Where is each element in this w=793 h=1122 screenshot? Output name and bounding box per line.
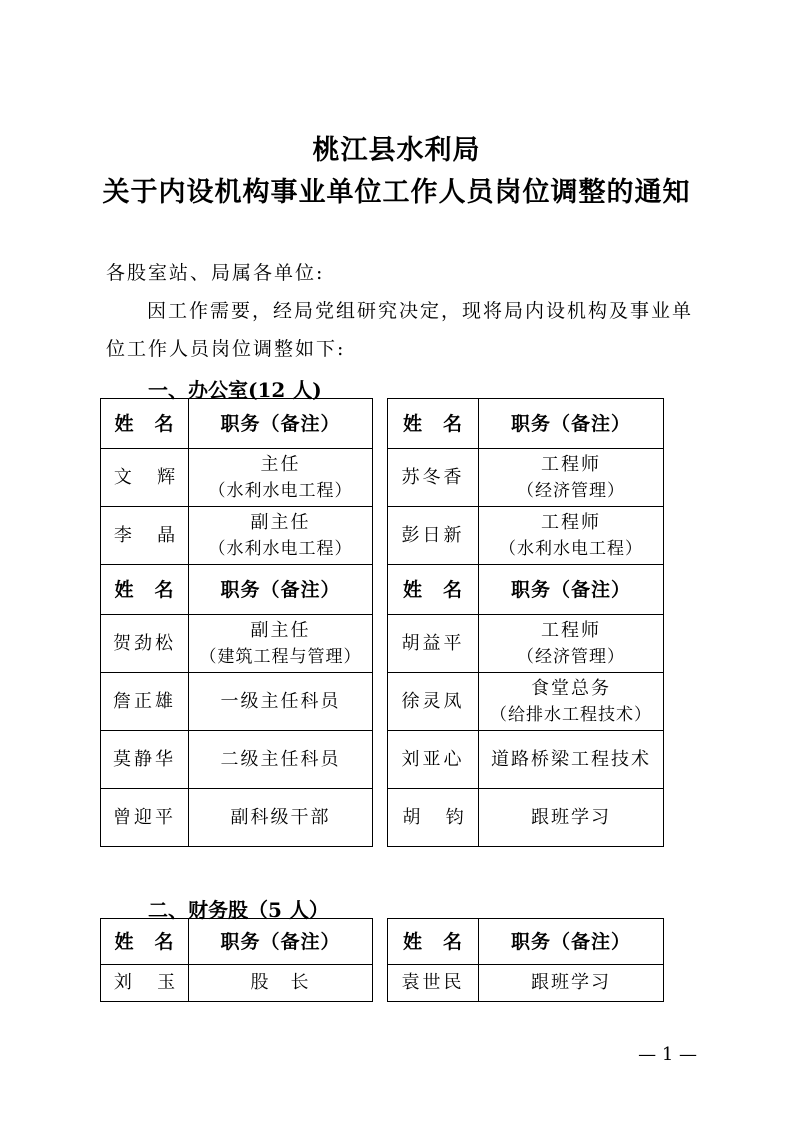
staff-name-text: 曾迎平 [113, 806, 176, 828]
header-name-text: 姓 名 [402, 578, 463, 601]
header-name-text: 姓 名 [402, 412, 463, 435]
salutation: 各股室站、局属各单位: [106, 262, 325, 284]
header-duty [189, 565, 373, 615]
staff-name-text: 彭日新 [401, 524, 465, 546]
header-name [101, 919, 189, 965]
header-duty [479, 919, 664, 965]
staff-name-text: 袁世民 [401, 972, 465, 993]
staff-name [388, 673, 479, 731]
table-header-row [101, 399, 664, 449]
duty-text: 副科级干部 [230, 806, 331, 828]
duty-text: 工程师 [541, 619, 601, 641]
staff-name-text: 詹正雄 [113, 690, 176, 712]
column-gap [373, 731, 388, 789]
header-name-text: 姓 名 [114, 412, 175, 435]
table-row [101, 507, 664, 565]
staff-name-text: 李晶 [113, 524, 201, 546]
staff-name-text: 文辉 [113, 466, 201, 488]
duty-note: （水利水电工程） [208, 480, 353, 501]
staff-duty [189, 789, 373, 847]
duty-text: 股 长 [250, 972, 311, 993]
staff-name [101, 449, 201, 507]
staff-name [388, 965, 479, 1002]
staff-duty [189, 673, 373, 731]
column-gap [373, 615, 388, 673]
duty-text: 道路桥梁工程技术 [491, 748, 651, 770]
header-name [388, 399, 479, 449]
table-row [101, 615, 664, 673]
duty-text: 工程师 [541, 511, 601, 533]
header-duty-text: 职务（备注） [510, 412, 631, 435]
duty-note: （水利水电工程） [208, 538, 353, 559]
staff-name [101, 673, 189, 731]
table-header-row [101, 565, 664, 615]
duty-note: （经济管理） [517, 646, 625, 667]
duty-note: （水利水电工程） [499, 538, 643, 559]
column-gap [373, 565, 388, 615]
staff-duty [479, 789, 664, 847]
header-name [388, 919, 479, 965]
staff-name-text: 莫静华 [113, 748, 176, 770]
section-heading-office: 一、办公室(12 人) [148, 378, 322, 402]
header-name-text: 姓 名 [402, 930, 463, 953]
staff-duty [189, 731, 373, 789]
header-duty-text: 职务（备注） [220, 412, 341, 435]
duty-note: （给排水工程技术） [490, 704, 652, 725]
staff-name [388, 615, 479, 673]
staff-name [388, 731, 479, 789]
header-name [101, 399, 189, 449]
page-number: — 1 — [638, 1044, 697, 1065]
table-row [101, 789, 664, 847]
duty-text: 食堂总务 [531, 677, 611, 699]
staff-duty [479, 507, 664, 565]
column-gap [373, 965, 388, 1002]
staff-duty [479, 731, 664, 789]
header-duty [189, 919, 373, 965]
body-text-line1: 因工作需要，经局党组研究决定，现将局内设机构及事业单 [147, 300, 694, 322]
table-row [101, 673, 664, 731]
header-name [101, 565, 189, 615]
column-gap [373, 399, 388, 449]
header-duty [189, 399, 373, 449]
section-heading-finance: 二、财务股（5 人） [148, 898, 329, 922]
header-duty-text: 职务（备注） [510, 578, 631, 601]
staff-duty [479, 615, 664, 673]
document-title-line2: 关于内设机构事业单位工作人员岗位调整的通知 [102, 177, 691, 208]
header-name-text: 姓 名 [114, 578, 175, 601]
staff-name-text: 贺劲松 [113, 632, 176, 654]
duty-text: 工程师 [541, 453, 601, 475]
staff-duty [479, 965, 664, 1002]
staff-table-finance [100, 918, 664, 1002]
duty-note: （建筑工程与管理） [199, 646, 362, 667]
header-name [388, 565, 479, 615]
duty-note: （经济管理） [517, 480, 625, 501]
duty-text: 副主任 [250, 619, 311, 641]
staff-table-office [100, 398, 664, 847]
header-duty-text: 职务（备注） [510, 930, 631, 953]
duty-text: 主任 [260, 453, 301, 475]
column-gap [373, 673, 388, 731]
column-gap [373, 449, 388, 507]
staff-name [101, 731, 189, 789]
staff-name-text: 苏冬香 [401, 466, 465, 488]
staff-name [101, 789, 189, 847]
header-duty-text: 职务（备注） [220, 930, 341, 953]
table-row [101, 449, 664, 507]
staff-duty [479, 449, 664, 507]
table-header-row [101, 919, 664, 965]
column-gap [373, 507, 388, 565]
staff-name [101, 615, 189, 673]
staff-name [388, 507, 479, 565]
duty-text: 副主任 [250, 511, 311, 533]
staff-name-text: 徐灵凤 [401, 690, 465, 712]
staff-name [388, 789, 489, 847]
staff-duty [189, 449, 373, 507]
document-title-line1: 桃江县水利局 [312, 135, 481, 166]
header-name-text: 姓 名 [114, 930, 175, 953]
column-gap [373, 919, 388, 965]
column-gap [373, 789, 388, 847]
header-duty [479, 565, 664, 615]
staff-duty [189, 507, 373, 565]
staff-name-text: 胡钧 [402, 806, 489, 828]
header-duty [479, 399, 664, 449]
staff-duty [479, 673, 664, 731]
duty-text: 跟班学习 [531, 806, 611, 828]
duty-text: 一级主任科员 [220, 690, 341, 712]
body-text-line2: 位工作人员岗位调整如下: [106, 338, 346, 360]
staff-name-text: 刘亚心 [401, 748, 465, 770]
table-row [101, 731, 664, 789]
staff-duty [189, 965, 373, 1002]
staff-name [101, 965, 201, 1002]
staff-duty [189, 615, 373, 673]
duty-text: 二级主任科员 [220, 748, 341, 770]
staff-name-text: 刘玉 [113, 972, 201, 993]
staff-name-text: 胡益平 [401, 632, 465, 654]
table-row [101, 965, 664, 1002]
header-duty-text: 职务（备注） [220, 578, 341, 601]
staff-name [101, 507, 201, 565]
staff-name [388, 449, 479, 507]
duty-text: 跟班学习 [531, 972, 611, 993]
